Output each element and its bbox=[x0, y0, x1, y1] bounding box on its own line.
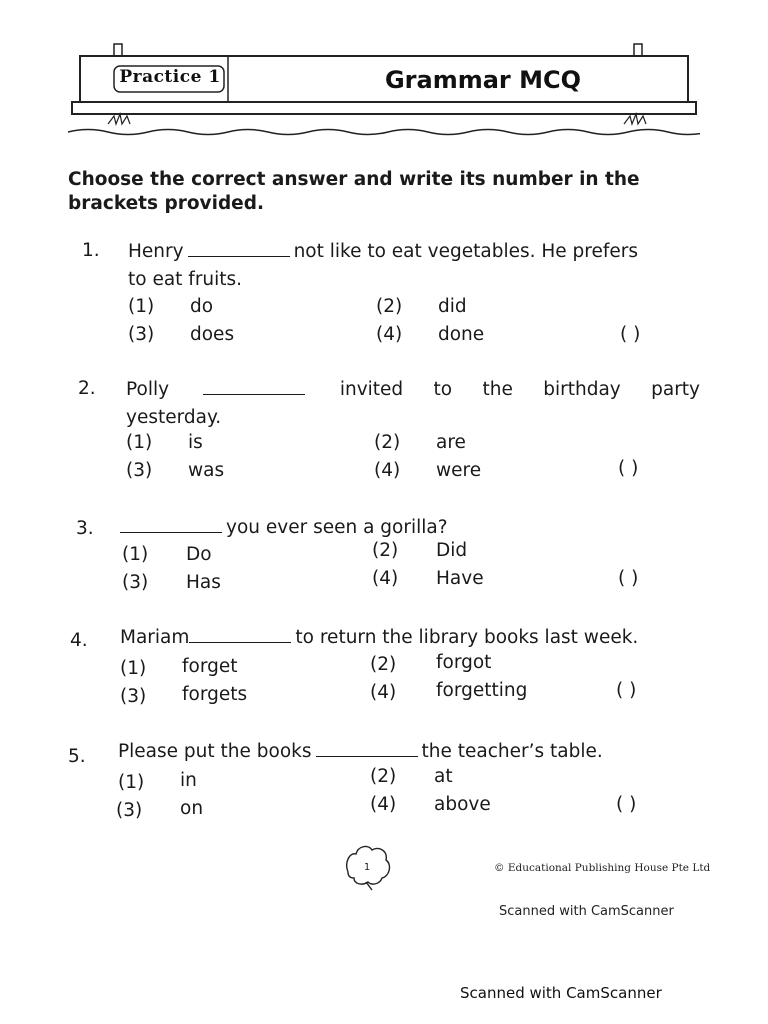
option-number: (1) bbox=[126, 432, 153, 453]
question-text-line2: yesterday. bbox=[126, 407, 222, 428]
scanner-watermark-small: Scanned with CamScanner bbox=[499, 904, 674, 919]
option-text: were bbox=[436, 460, 482, 481]
option-number: (4) bbox=[374, 460, 401, 481]
option-text: forgets bbox=[182, 684, 248, 705]
option-number: (2) bbox=[370, 766, 397, 787]
practice-label: Practice 1 bbox=[119, 67, 221, 87]
option-number: (2) bbox=[370, 654, 397, 675]
option-number: (4) bbox=[370, 794, 397, 815]
option-number: (3) bbox=[126, 460, 153, 481]
option-text: forget bbox=[182, 656, 238, 677]
option-number: (3) bbox=[120, 686, 147, 707]
option-number: (1) bbox=[128, 296, 155, 317]
question-number: 4. bbox=[70, 630, 88, 651]
question-text-before: Mariam bbox=[120, 627, 190, 648]
option-number: (2) bbox=[374, 432, 401, 453]
copyright-notice: © Educational Publishing House Pte Ltd bbox=[494, 862, 711, 874]
answer-blank bbox=[203, 378, 305, 395]
option-text: Has bbox=[186, 572, 221, 593]
option-number: (4) bbox=[376, 324, 403, 345]
answer-bracket[interactable]: ( ) bbox=[618, 568, 639, 589]
question-text-after: invited to the birthday party bbox=[339, 379, 700, 400]
option-number: (3) bbox=[116, 800, 143, 821]
option-number: (2) bbox=[376, 296, 403, 317]
option-text: Do bbox=[186, 544, 212, 565]
option-text: Did bbox=[436, 540, 468, 561]
option-text: does bbox=[190, 324, 235, 345]
option-text: done bbox=[438, 324, 485, 345]
question-text-after: you ever seen a gorilla? bbox=[226, 517, 448, 538]
option-number: (1) bbox=[122, 544, 149, 565]
question-number: 2. bbox=[78, 378, 96, 399]
answer-bracket[interactable]: ( ) bbox=[616, 680, 637, 701]
option-text: in bbox=[180, 770, 197, 791]
answer-bracket[interactable]: ( ) bbox=[616, 794, 637, 815]
question-text-after: the teacher’s table. bbox=[421, 741, 603, 762]
option-number: (2) bbox=[372, 540, 399, 561]
option-number: (1) bbox=[118, 772, 145, 793]
option-text: Have bbox=[436, 568, 484, 589]
question-text-after: not like to eat vegetables. He prefers bbox=[293, 241, 639, 262]
question-number: 3. bbox=[76, 518, 94, 539]
page-title: Grammar MCQ bbox=[384, 66, 582, 94]
option-text: on bbox=[180, 798, 204, 819]
option-text: is bbox=[188, 432, 203, 453]
option-text: do bbox=[190, 296, 214, 317]
question-number: 5. bbox=[68, 746, 86, 767]
question-text-before: Please put the books bbox=[118, 741, 312, 762]
option-text: above bbox=[434, 794, 491, 815]
option-text: at bbox=[434, 766, 453, 787]
option-text: are bbox=[436, 432, 466, 453]
option-text: was bbox=[188, 460, 225, 481]
question-text-line2: to eat fruits. bbox=[128, 269, 243, 290]
answer-blank bbox=[316, 740, 418, 757]
answer-blank bbox=[188, 240, 290, 257]
option-number: (3) bbox=[128, 324, 155, 345]
answer-bracket[interactable]: ( ) bbox=[620, 324, 641, 345]
question-number: 1. bbox=[82, 240, 100, 261]
option-text: forgetting bbox=[436, 680, 528, 701]
option-number: (3) bbox=[122, 572, 149, 593]
answer-blank bbox=[189, 626, 291, 643]
question-text-after: to return the library books last week. bbox=[295, 627, 639, 648]
option-number: (4) bbox=[370, 682, 397, 703]
question-text-before: Polly bbox=[126, 379, 170, 400]
option-number: (1) bbox=[120, 658, 147, 679]
answer-blank bbox=[120, 516, 222, 533]
instructions: Choose the correct answer and write its number in the brackets provided. bbox=[68, 169, 640, 214]
question-text-before: Henry bbox=[128, 241, 184, 262]
page-banner bbox=[68, 40, 700, 140]
option-text: forgot bbox=[436, 652, 492, 673]
page-number: 1 bbox=[363, 862, 371, 873]
answer-bracket[interactable]: ( ) bbox=[618, 458, 639, 479]
option-text: did bbox=[438, 296, 467, 317]
scanner-watermark-large: Scanned with CamScanner bbox=[460, 984, 662, 1002]
option-number: (4) bbox=[372, 568, 399, 589]
